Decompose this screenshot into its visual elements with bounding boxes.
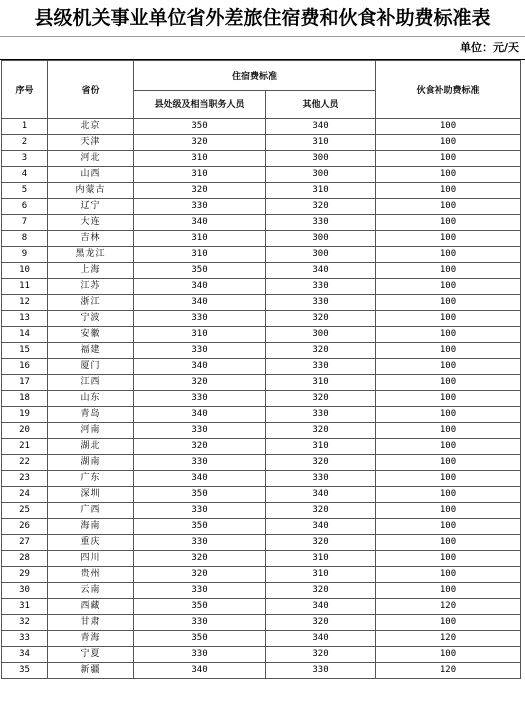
header-lodging-other: 其他人员 [266,91,376,119]
table-row [2,407,521,423]
cell-lodging-senior: 310 [134,151,266,167]
table-row [2,439,521,455]
cell-seq: 7 [2,215,48,231]
cell-lodging-other: 310 [266,551,376,567]
cell-seq: 30 [2,583,48,599]
cell-lodging-other: 340 [266,263,376,279]
cell-seq: 32 [2,615,48,631]
cell-meal: 100 [376,167,521,183]
table-row [2,135,521,151]
cell-lodging-senior: 350 [134,599,266,615]
cell-lodging-other: 320 [266,199,376,215]
cell-province: 黑龙江 [48,247,134,263]
table-header [2,61,521,119]
cell-province: 宁夏 [48,647,134,663]
cell-lodging-other: 330 [266,279,376,295]
cell-lodging-senior: 340 [134,663,266,679]
cell-meal: 100 [376,615,521,631]
cell-lodging-senior: 330 [134,343,266,359]
cell-meal: 100 [376,263,521,279]
cell-lodging-senior: 340 [134,215,266,231]
cell-province: 安徽 [48,327,134,343]
cell-lodging-other: 340 [266,599,376,615]
table-row [2,263,521,279]
cell-lodging-senior: 350 [134,263,266,279]
cell-province: 甘肃 [48,615,134,631]
cell-province: 山西 [48,167,134,183]
cell-lodging-senior: 330 [134,615,266,631]
cell-meal: 100 [376,407,521,423]
cell-lodging-other: 330 [266,359,376,375]
cell-lodging-other: 320 [266,343,376,359]
cell-seq: 13 [2,311,48,327]
cell-province: 贵州 [48,567,134,583]
cell-lodging-other: 320 [266,615,376,631]
table-row [2,599,521,615]
cell-meal: 100 [376,439,521,455]
cell-lodging-senior: 320 [134,567,266,583]
cell-seq: 18 [2,391,48,407]
cell-seq: 25 [2,503,48,519]
table-row [2,375,521,391]
cell-province: 四川 [48,551,134,567]
cell-lodging-other: 310 [266,183,376,199]
cell-lodging-other: 330 [266,407,376,423]
cell-meal: 100 [376,583,521,599]
cell-seq: 33 [2,631,48,647]
cell-seq: 21 [2,439,48,455]
cell-seq: 3 [2,151,48,167]
cell-lodging-senior: 340 [134,359,266,375]
cell-lodging-other: 320 [266,503,376,519]
cell-meal: 100 [376,423,521,439]
cell-province: 吉林 [48,231,134,247]
table-row [2,567,521,583]
cell-meal: 100 [376,551,521,567]
cell-lodging-senior: 330 [134,503,266,519]
cell-seq: 19 [2,407,48,423]
table-row [2,199,521,215]
table-row [2,631,521,647]
cell-lodging-senior: 320 [134,135,266,151]
cell-lodging-senior: 350 [134,519,266,535]
cell-meal: 100 [376,647,521,663]
cell-lodging-other: 310 [266,567,376,583]
cell-province: 辽宁 [48,199,134,215]
cell-seq: 1 [2,119,48,135]
table-row [2,519,521,535]
table-row [2,423,521,439]
unit-label: 单位：元/天 [0,37,525,60]
cell-seq: 22 [2,455,48,471]
cell-province: 内蒙古 [48,183,134,199]
cell-meal: 100 [376,215,521,231]
cell-seq: 12 [2,295,48,311]
cell-seq: 29 [2,567,48,583]
cell-lodging-other: 300 [266,151,376,167]
table-row [2,295,521,311]
cell-province: 山东 [48,391,134,407]
cell-province: 云南 [48,583,134,599]
cell-province: 天津 [48,135,134,151]
table-row [2,359,521,375]
cell-meal: 100 [376,567,521,583]
table-row [2,391,521,407]
cell-province: 青岛 [48,407,134,423]
cell-meal: 100 [376,327,521,343]
cell-lodging-other: 330 [266,471,376,487]
cell-meal: 100 [376,487,521,503]
cell-province: 西藏 [48,599,134,615]
cell-lodging-other: 320 [266,311,376,327]
cell-meal: 100 [376,471,521,487]
cell-province: 湖南 [48,455,134,471]
cell-lodging-senior: 340 [134,279,266,295]
cell-lodging-other: 340 [266,487,376,503]
cell-seq: 35 [2,663,48,679]
table-row [2,471,521,487]
cell-lodging-senior: 320 [134,375,266,391]
table-row [2,663,521,679]
cell-lodging-other: 310 [266,135,376,151]
cell-meal: 100 [376,503,521,519]
page-title: 县级机关事业单位省外差旅住宿费和伙食补助费标准表 [0,0,525,37]
cell-seq: 26 [2,519,48,535]
table-row [2,183,521,199]
table-row [2,647,521,663]
cell-province: 江苏 [48,279,134,295]
cell-lodging-other: 300 [266,167,376,183]
cell-seq: 20 [2,423,48,439]
cell-lodging-senior: 320 [134,183,266,199]
cell-lodging-senior: 340 [134,407,266,423]
cell-lodging-senior: 350 [134,631,266,647]
header-lodging: 住宿费标准 [134,61,376,91]
table-row [2,551,521,567]
cell-seq: 27 [2,535,48,551]
cell-lodging-other: 320 [266,391,376,407]
table-row [2,615,521,631]
cell-meal: 100 [376,519,521,535]
table-row [2,487,521,503]
cell-seq: 4 [2,167,48,183]
cell-meal: 100 [376,295,521,311]
cell-lodging-senior: 330 [134,455,266,471]
table-row [2,215,521,231]
cell-province: 北京 [48,119,134,135]
cell-meal: 100 [376,231,521,247]
cell-meal: 120 [376,663,521,679]
table-row [2,343,521,359]
cell-lodging-other: 320 [266,535,376,551]
header-seq: 序号 [2,61,48,119]
cell-lodging-other: 310 [266,375,376,391]
cell-meal: 100 [376,535,521,551]
cell-seq: 10 [2,263,48,279]
cell-seq: 17 [2,375,48,391]
cell-seq: 2 [2,135,48,151]
cell-seq: 28 [2,551,48,567]
cell-province: 海南 [48,519,134,535]
cell-lodging-other: 300 [266,247,376,263]
cell-province: 深圳 [48,487,134,503]
cell-province: 广西 [48,503,134,519]
cell-lodging-other: 330 [266,295,376,311]
cell-seq: 9 [2,247,48,263]
cell-province: 青海 [48,631,134,647]
cell-meal: 120 [376,631,521,647]
cell-lodging-senior: 330 [134,199,266,215]
cell-lodging-senior: 330 [134,535,266,551]
table-row [2,455,521,471]
table-row [2,119,521,135]
cell-province: 福建 [48,343,134,359]
header-lodging-senior: 县处级及相当职务人员 [134,91,266,119]
cell-seq: 11 [2,279,48,295]
cell-province: 新疆 [48,663,134,679]
cell-meal: 100 [376,359,521,375]
cell-province: 浙江 [48,295,134,311]
cell-lodging-senior: 330 [134,391,266,407]
cell-lodging-other: 320 [266,647,376,663]
cell-seq: 34 [2,647,48,663]
cell-lodging-senior: 340 [134,295,266,311]
table-row [2,167,521,183]
table-row [2,151,521,167]
cell-province: 广东 [48,471,134,487]
cell-seq: 16 [2,359,48,375]
cell-meal: 100 [376,455,521,471]
cell-seq: 14 [2,327,48,343]
cell-lodging-other: 320 [266,423,376,439]
cell-meal: 100 [376,199,521,215]
cell-meal: 100 [376,135,521,151]
cell-province: 河南 [48,423,134,439]
header-meal: 伙食补助费标准 [376,61,521,119]
cell-meal: 100 [376,391,521,407]
standards-table [1,60,521,679]
table-row [2,247,521,263]
cell-seq: 6 [2,199,48,215]
cell-province: 宁波 [48,311,134,327]
cell-lodging-other: 330 [266,215,376,231]
cell-meal: 100 [376,183,521,199]
cell-seq: 15 [2,343,48,359]
cell-meal: 100 [376,375,521,391]
table-body [2,119,521,679]
cell-meal: 100 [376,311,521,327]
cell-lodging-senior: 310 [134,167,266,183]
cell-lodging-senior: 320 [134,551,266,567]
cell-meal: 100 [376,279,521,295]
cell-province: 湖北 [48,439,134,455]
table-row [2,535,521,551]
cell-lodging-other: 340 [266,119,376,135]
cell-lodging-senior: 350 [134,487,266,503]
cell-lodging-senior: 330 [134,423,266,439]
cell-lodging-other: 300 [266,231,376,247]
cell-province: 江西 [48,375,134,391]
cell-lodging-senior: 320 [134,439,266,455]
table-row [2,583,521,599]
table-row [2,311,521,327]
header-province: 省份 [48,61,134,119]
cell-province: 厦门 [48,359,134,375]
cell-province: 河北 [48,151,134,167]
cell-lodging-other: 320 [266,583,376,599]
cell-lodging-senior: 310 [134,327,266,343]
cell-lodging-other: 340 [266,631,376,647]
cell-lodging-senior: 350 [134,119,266,135]
cell-lodging-other: 330 [266,663,376,679]
table-row [2,231,521,247]
cell-meal: 100 [376,247,521,263]
cell-lodging-other: 340 [266,519,376,535]
cell-lodging-other: 310 [266,439,376,455]
cell-meal: 100 [376,119,521,135]
cell-lodging-senior: 330 [134,647,266,663]
cell-lodging-senior: 330 [134,583,266,599]
cell-lodging-senior: 340 [134,471,266,487]
cell-province: 大连 [48,215,134,231]
table-row [2,503,521,519]
cell-meal: 100 [376,151,521,167]
cell-seq: 31 [2,599,48,615]
cell-lodging-senior: 330 [134,311,266,327]
cell-lodging-senior: 310 [134,231,266,247]
cell-meal: 100 [376,343,521,359]
cell-seq: 23 [2,471,48,487]
cell-seq: 5 [2,183,48,199]
cell-seq: 24 [2,487,48,503]
cell-province: 重庆 [48,535,134,551]
cell-lodging-senior: 310 [134,247,266,263]
cell-seq: 8 [2,231,48,247]
table-row [2,327,521,343]
cell-meal: 120 [376,599,521,615]
cell-province: 上海 [48,263,134,279]
cell-lodging-other: 300 [266,327,376,343]
table-row [2,279,521,295]
cell-lodging-other: 320 [266,455,376,471]
